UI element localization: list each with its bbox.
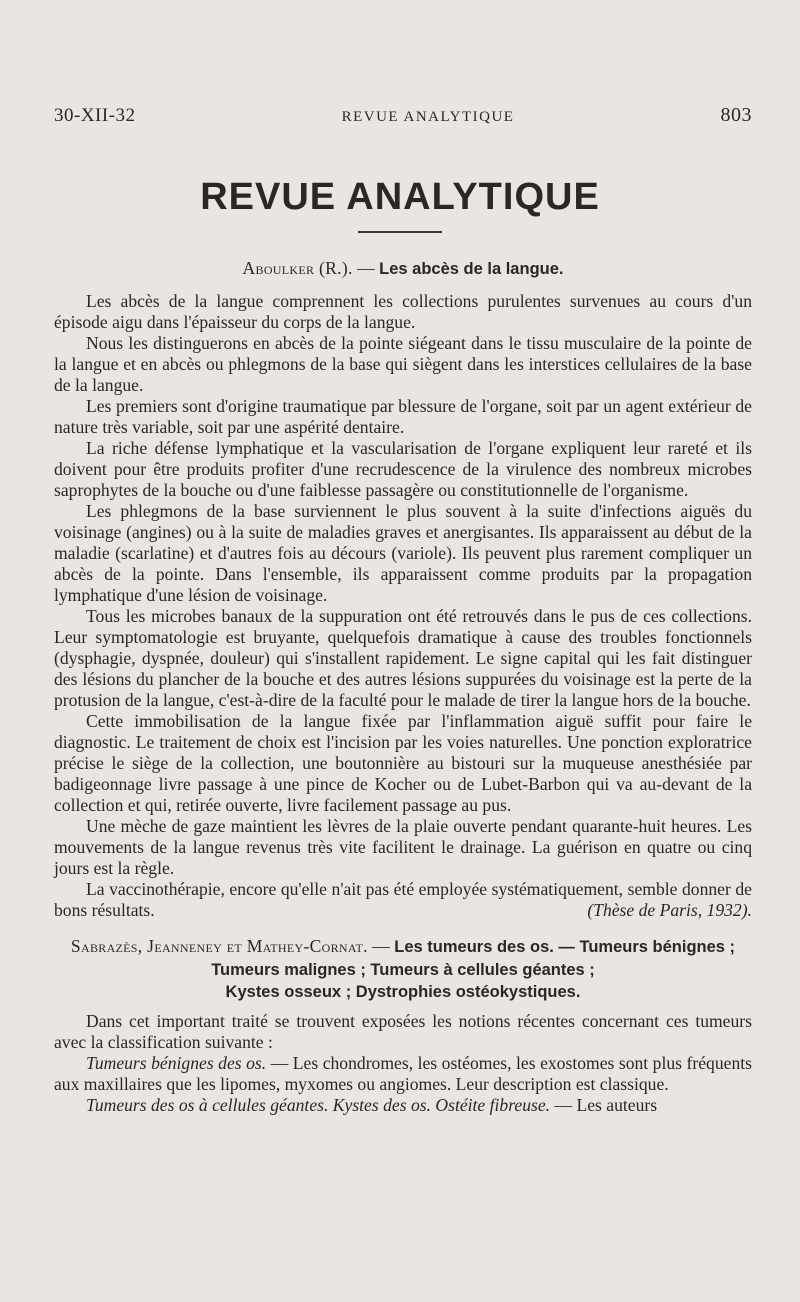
- article2-authors: Sabrazès, Jeanneney et Mathey-Cornat.: [70, 936, 368, 956]
- section2-text: — Les auteurs: [554, 1095, 658, 1115]
- section-title: REVUE ANALYTIQUE: [200, 176, 600, 218]
- article1-dash: —: [357, 258, 375, 278]
- title-rule: [358, 231, 442, 233]
- running-head: [54, 104, 752, 130]
- article1-last-text: La vaccinothérapie, encore qu'elle n'ait pas été employée systématiquement, semble donner de bons résultats.: [54, 879, 752, 920]
- article1-paragraph: Les phlegmons de la base surviennent le plus souvent à la suite d'infections aiguës du voisinage (angines) ou à la suite de maladies graves et anergisantes. Ils apparaissent au début de la maladie (scarlatine) et d'autres fois au décours (variole). Ils peuvent plus rarement compliquer un abcès de la pointe. Dans l'ensemble, ils apparaissent comme produits par la propagation lymphatique d'une lésion de voisinage.: [54, 501, 752, 605]
- article2-intro: Dans cet important traité se trouvent exposées les notions récentes concernant ces tumeurs avec la classification suivante :: [54, 1011, 752, 1052]
- article2-section2: [54, 1095, 752, 1116]
- article2-title-line1: Les tumeurs des os. — Tumeurs bénignes ; Tumeurs malignes ; Tumeurs à cellules géantes ;: [211, 938, 736, 979]
- article1-last-paragraph: [54, 879, 752, 921]
- article1-paragraph: Nous les distinguerons en abcès de la pointe siégeant dans le tissu musculaire de la pointe de la langue et en abcès ou phlegmons de la base qui siègent dans les interstices cellulaires de la base de la langue.: [54, 333, 752, 395]
- article2-title-line2: Kystes osseux ; Dystrophies ostéokystiques.: [225, 983, 581, 1001]
- article1-paragraph: Les abcès de la langue comprennent les collections purulentes survenues au cours d'un épisode aigu dans l'épaisseur du corps de la langue.: [54, 291, 752, 332]
- article2-dash: —: [372, 936, 390, 956]
- article1-citation: (Thèse de Paris, 1932).: [587, 900, 752, 920]
- article2: [54, 935, 752, 1116]
- article1-paragraph: Cette immobilisation de la langue fixée par l'inflammation aiguë suffit pour faire le diagnostic. Le traitement de choix est l'incision par les voies naturelles. Une ponction exploratrice précise le siège de la collection, une boutonnière au bistouri sur la muqueuse anesthésiée par badigeonnage livre passage à une pince de Kocher ou de Lubet-Barbon qui va au-devant de la collection et qui, retirée ouverte, livre facilement passage au pus.: [54, 711, 752, 815]
- section2-label: Tumeurs des os à cellules géantes. Kystes des os. Ostéite fibreuse.: [86, 1095, 551, 1115]
- section1-text: — Les chondromes, les ostéomes, les exostomes sont plus fréquents aux maxillaires que les lipomes, myxomes ou angiomes. Leur description est classique.: [54, 1053, 752, 1094]
- article2-section1: [54, 1053, 752, 1095]
- article1-paragraph: Les premiers sont d'origine traumatique par blessure de l'organe, soit par un agent extérieur de nature très variable, soit par une aspérité dentaire.: [54, 396, 752, 437]
- section1-label: Tumeurs bénignes des os.: [86, 1053, 267, 1073]
- article1-paragraph: Tous les microbes banaux de la suppuration ont été retrouvés dans le pus de ces collections. Leur symptomatologie est bruyante, quelquefois dramatique à cause des troubles fonctionnels (dysphagie, dyspnée, douleur) qui s'installent rapidement. Le signe capital qui les fait distinguer des lésions du plancher de la bouche et des autres lésions suppurées du voisinage est la perte de la protusion de la langue, c'est-à-dire de la faculté pour le malade de tirer la langue hors de la bouche.: [54, 606, 752, 710]
- page-number: 803: [720, 104, 752, 126]
- article-body: [54, 256, 752, 1116]
- article1-author: Aboulker (R.).: [242, 258, 353, 278]
- article1-title: Les abcès de la langue.: [379, 260, 564, 278]
- article1-paragraph: Une mèche de gaze maintient les lèvres de la plaie ouverte pendant quarante-huit heures. Les mouvements de la langue revenus très vite facilitent le drainage. La guérison en quatre ou cinq jours est la règle.: [54, 816, 752, 878]
- running-title: REVUE ANALYTIQUE: [341, 109, 515, 125]
- article1-heading: [54, 256, 752, 281]
- article2-heading: [54, 935, 752, 1003]
- issue-date: 30-XII-32: [54, 105, 136, 126]
- article1-paragraph: La riche défense lymphatique et la vascularisation de l'organe expliquent leur rareté et ils doivent pour être produits profiter d'une recrudescence de la virulence des nombreux microbes saprophytes de la bouche ou d'une faiblesse passagère ou constitutionnelle de l'organisme.: [54, 438, 752, 500]
